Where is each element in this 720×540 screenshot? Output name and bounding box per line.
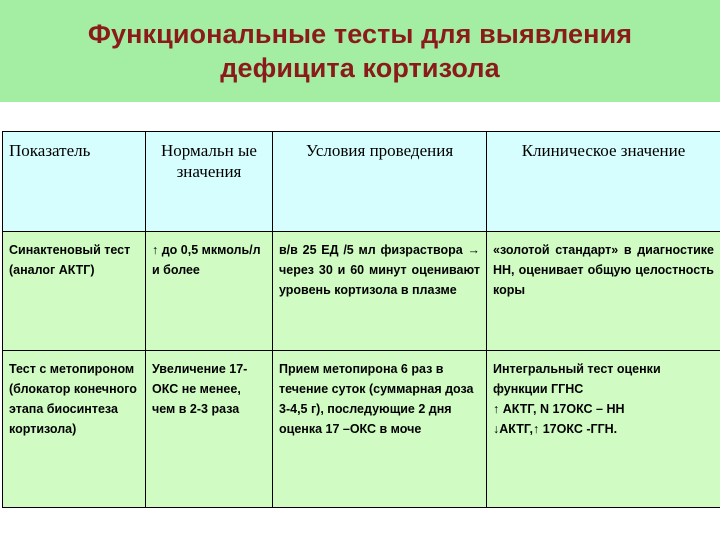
header-norm: Нормальн ые значения xyxy=(146,132,273,232)
table-row xyxy=(3,351,720,508)
header-conditions: Условия проведения xyxy=(273,132,487,232)
clinical-line: ↓АКТГ,↑ 17ОКС -ГГН. xyxy=(493,422,618,436)
clinical-line: ↑ АКТГ, N 17ОКС – НН xyxy=(493,402,625,416)
title-line-2: дефицита кортизола xyxy=(220,53,500,83)
title-line-1: Функциональные тесты для выявления xyxy=(87,19,633,49)
table-row xyxy=(3,232,720,351)
cell-clinical: «золотой стандарт» в диагностике НН, оценивает общую целостность коры xyxy=(487,232,720,351)
clinical-line: Интегральный тест оценки функции ГГНС xyxy=(493,362,661,396)
title-band xyxy=(0,0,720,102)
cell-norm: Увеличение 17-ОКС не менее, чем в 2-3 раза xyxy=(146,351,273,508)
cell-indicator: Синактеновый тест (аналог АКТГ) xyxy=(3,232,146,351)
cell-indicator: Тест с метопироном (блокатор конечного этапа биосинтеза кортизола) xyxy=(3,351,146,508)
cell-clinical xyxy=(487,351,720,508)
cell-conditions: Прием метопирона 6 раз в течение суток (суммарная доза 3-4,5 г), последующие 2 дня оценка 17 –ОКС в моче xyxy=(273,351,487,508)
cell-conditions: в/в 25 ЕД /5 мл физраствора → через 30 и 60 минут оценивают уровень кортизола в плазме xyxy=(273,232,487,351)
table-header-row xyxy=(3,132,720,232)
cell-norm: ↑ до 0,5 мкмоль/л и более xyxy=(146,232,273,351)
header-clinical: Клиническое значение xyxy=(487,132,720,232)
slide-title xyxy=(88,17,632,85)
cortisol-tests-table xyxy=(2,131,720,508)
header-indicator: Показатель xyxy=(3,132,146,232)
